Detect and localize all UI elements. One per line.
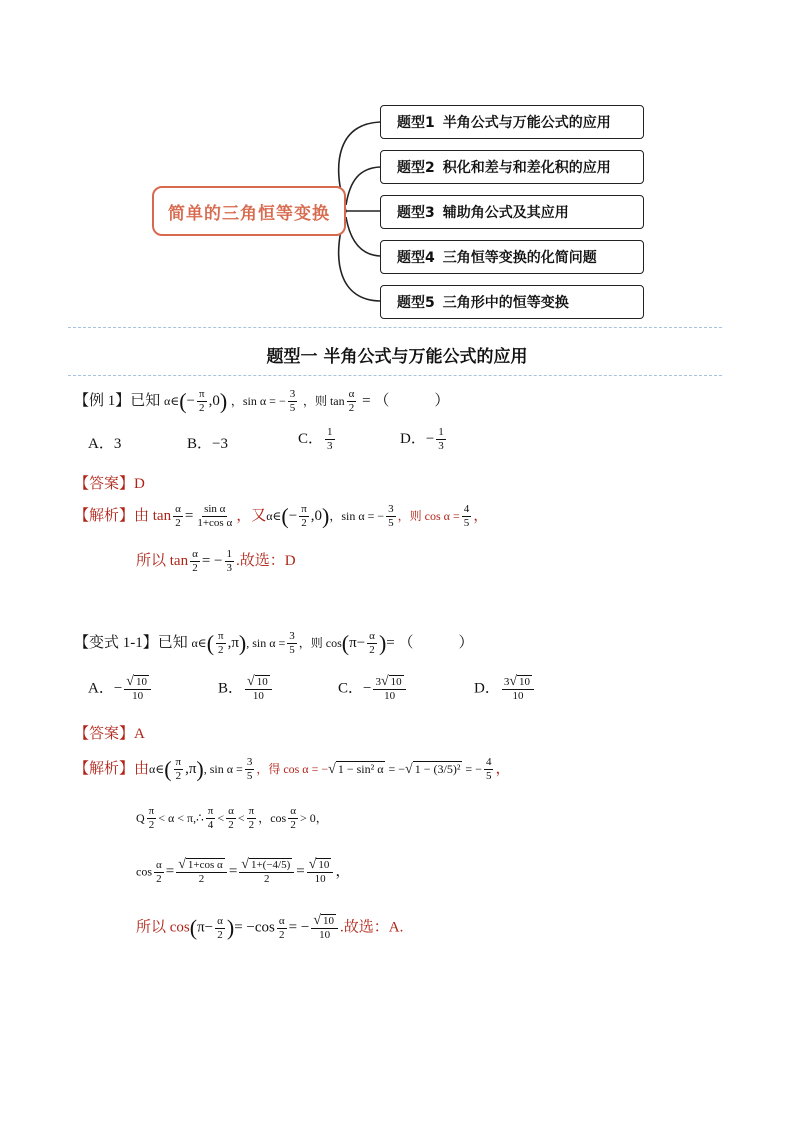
- mindmap-root: 简单的三角恒等变换: [152, 186, 346, 236]
- example1-option-c: C． $\frac{1}{3}$: [298, 426, 333, 452]
- section-title: 题型一 半角公式与万能公式的应用: [266, 347, 528, 367]
- variant1-option-a: A．− $\frac{√ 10}{10}$: [88, 675, 153, 703]
- variant1-option-c: C．− $\frac{3√ 10}{10}$: [338, 675, 408, 703]
- variant1-question: 【变式 1-1】已知 α∈( $\frac{\pi}{2}$ ,π), sin α = $\frac{3}{5}$ ，则 cos(π− $\frac{\alpha}{2}$ )= （ ）: [74, 630, 474, 656]
- example1-answer: 【答案】D: [74, 476, 145, 492]
- mindmap-branch-1: 题型1 半角公式与万能公式的应用: [380, 105, 644, 139]
- mindmap-branch-5: 题型5 三角形中的恒等变换: [380, 285, 644, 319]
- variant1-analysis-line1: 【解析】由α∈( $\frac{\pi}{2}$ ,π), sin α = $\frac{3}{5}$ ，得 cos α = −√ 1 − sin² α = −√ 1 − (3/5)² = − $\frac{4}{5}$ ，: [74, 756, 511, 782]
- example1-question: 【例 1】已知 α∈(− $\frac{\pi}{2}$ ,0) ，sin α = − $\frac{3}{5}$ ，则 tan $\frac{\alpha}{2}$ = （ ）: [74, 388, 450, 414]
- example1-option-a: A．3: [88, 436, 122, 452]
- variant1-analysis-line4: 所以 cos(π− $\frac{\alpha}{2}$ )= −cos $\frac{\alpha}{2}$ = − $\frac{√ 10}{10}$ .故选：A.: [136, 913, 404, 941]
- variant1-analysis-line2: Q $\frac{\pi}{2}$ < α < π,∴ $\frac{\pi}{4}$ < $\frac{\alpha}{2}$ < $\frac{\pi}{2}$ ，cos $\frac{\alpha}{2}$ > 0，: [136, 805, 328, 831]
- divider-top: [68, 327, 722, 328]
- variant1-answer: 【答案】A: [74, 726, 145, 742]
- mindmap-branch-2: 题型2 积化和差与和差化积的应用: [380, 150, 644, 184]
- example1-analysis-line1: 【解析】由 tan $\frac{\alpha}{2}$ = $\frac{\text{sin α}}{\text{1+cos α}}$ ，又α∈(− $\frac{\pi}{2}$ ,0)，sin α = − $\frac{3}{5}$ ，则 cos α = $\frac{4}{5}$ ，: [74, 503, 489, 529]
- divider-bottom: [68, 375, 722, 376]
- example1-analysis-line2: 所以 tan $\frac{\alpha}{2}$ = − $\frac{1}{3}$ .故选：D: [136, 548, 296, 574]
- variant1-option-b: B． $\frac{√ 10}{10}$: [218, 675, 274, 703]
- mindmap-branch-3: 题型3 辅助角公式及其应用: [380, 195, 644, 229]
- example1-option-b: B．−3: [187, 436, 228, 452]
- variant1-option-d: D． $\frac{3√ 10}{10}$: [474, 675, 536, 703]
- mindmap-branch-4: 题型4 三角恒等变换的化简问题: [380, 240, 644, 274]
- example1-option-d: D．− $\frac{1}{3}$: [400, 426, 444, 452]
- variant1-analysis-line3: cos $\frac{\alpha}{2}$ = $\frac{\text{√ 1+cos α}}{2}$ = $\frac{√ 1+(-4/5)}{2}$ = $\frac{√ 10}{10}$ ，: [136, 857, 351, 885]
